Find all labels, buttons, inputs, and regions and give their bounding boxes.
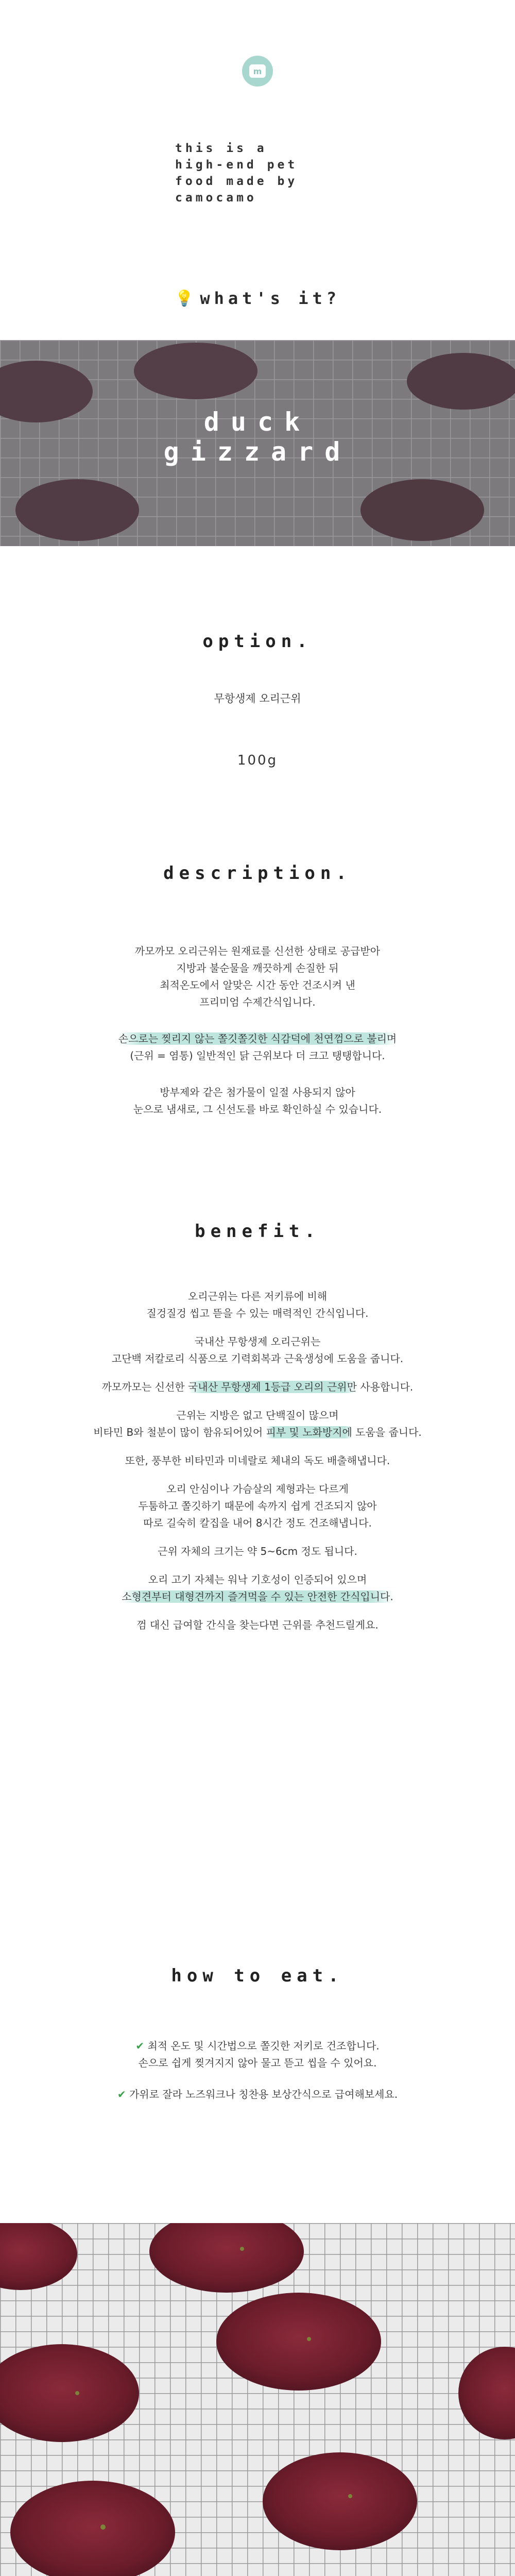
hero-title-line: gizzard [163, 437, 352, 467]
product-photo [0, 2223, 515, 2576]
how-to-eat-title: how to eat. [171, 1965, 344, 1986]
benefit-line: 오리 고기 자체는 워낙 기호성이 인증되어 있으며 [148, 1573, 367, 1586]
intro-line: food made by [175, 175, 298, 188]
benefit-highlight: 피부 및 노화방지에 [266, 1426, 352, 1438]
hero-image [0, 340, 515, 546]
benefit-line: 근위 자체의 크기는 약 5~6cm 정도 됩니다. [158, 1545, 357, 1557]
how-to-eat-line [0, 2038, 515, 2055]
benefit-highlight: 소형견부터 대형견까지 즐겨먹을 수 있는 안전한 간식입니다. [122, 1590, 393, 1603]
intro-line: this is a [175, 142, 267, 155]
benefit-line: 따로 길숙히 칼집을 내어 8시간 정도 건조해냅니다. [143, 1517, 372, 1529]
benefit-text-part: 까모까모는 신선한 [101, 1381, 188, 1393]
benefit-title: benefit. [195, 1221, 320, 1242]
benefit-line: 국내산 무항생제 오리근위는 [194, 1335, 321, 1348]
benefit-line: 또한, 풍부한 비타민과 미네랄로 체내의 독도 배출해냅니다. [125, 1454, 390, 1467]
description-line: 프리미엄 수제간식입니다. [199, 996, 316, 1008]
check-icon: ✔ [135, 2040, 145, 2052]
benefit-text-part: 사용합니다. [356, 1381, 414, 1393]
description-line: 방부제와 같은 첨가물이 일절 사용되지 않아 [160, 1086, 355, 1098]
benefit-line: 오리 안심이나 가슴살의 제형과는 다르게 [166, 1483, 349, 1495]
how-to-eat-text [0, 2038, 515, 2103]
how-to-eat-item: 가위로 잘라 노즈워크나 칭찬용 보상간식으로 급여해보세요. [129, 2088, 398, 2100]
description-highlight: 손으로는 찢리지 않는 쫄깃쫄깃한 식감덕에 천연껌으로 불리며 [118, 1032, 397, 1045]
benefit-text [0, 1288, 515, 1634]
hero-title-line: duck [203, 407, 312, 437]
description-line: (근위 = 염통) 일반적인 닭 근위보다 더 크고 탱탱합니다. [130, 1049, 385, 1062]
whats-it-title: what's it? [200, 289, 340, 308]
benefit-line: 질겅질겅 씹고 뜯을 수 있는 매력적인 간식입니다. [146, 1307, 369, 1319]
gizzard-on-rack-photo [0, 2223, 515, 2576]
option-title: option. [202, 631, 313, 652]
description-line: 까모까모 오리근위는 원재료를 신선한 상태로 공급받아 [134, 945, 381, 957]
logo-mark: m [249, 64, 266, 78]
benefit-text-part: 비타민 B와 철분이 많이 함유되어있어 [93, 1426, 266, 1438]
whats-it-heading [0, 289, 515, 308]
how-to-eat-line [0, 2086, 515, 2103]
hero-title [0, 407, 515, 467]
benefit-line: 고단백 저칼로리 식품으로 기력회복과 근육생성에 도움을 줍니다. [111, 1352, 404, 1365]
check-icon: ✔ [117, 2088, 126, 2100]
benefit-line [0, 1424, 515, 1441]
benefit-line: 두툼하고 쫄깃하기 때문에 속까지 쉽게 건조되지 않아 [138, 1500, 377, 1512]
description-text [0, 943, 515, 1118]
description-line: 눈으로 냄새로, 그 신선도를 바로 확인하실 수 있습니다. [133, 1103, 382, 1115]
benefit-highlight: 국내산 무항생제 1등급 오리의 근위만 [187, 1381, 357, 1393]
benefit-line: 껌 대신 급여할 간식을 찾는다면 근위를 추천드릴게요. [136, 1619, 379, 1631]
benefit-text-part: 도움을 줍니다. [352, 1426, 422, 1438]
description-line: 지방과 불순물을 깨끗하게 손질한 뒤 [176, 962, 339, 974]
benefit-line: 오리근위는 다른 저키류에 비해 [187, 1290, 328, 1302]
brand-logo [242, 56, 273, 87]
how-to-eat-item: 최적 온도 및 시간법으로 쫄깃한 저키로 건조합니다. [147, 2040, 380, 2052]
description-line: 최적온도에서 알맞은 시간 동안 건조시켜 낸 [160, 979, 355, 991]
description-title: description. [163, 863, 352, 884]
lightbulb-icon: 💡 [174, 289, 194, 308]
benefit-line [0, 1379, 515, 1396]
option-weight: 100g [237, 753, 278, 768]
option-product: 무항생제 오리근위 [214, 692, 301, 705]
intro-line: camocamo [175, 191, 257, 205]
intro-line: high-end pet [175, 158, 298, 172]
benefit-line: 근위는 지방은 없고 단백질이 많으며 [176, 1409, 339, 1421]
how-to-eat-line: 손으로 쉽게 찢겨지지 않아 물고 뜯고 씹을 수 있어요. [138, 2057, 377, 2069]
intro-text [175, 140, 381, 206]
